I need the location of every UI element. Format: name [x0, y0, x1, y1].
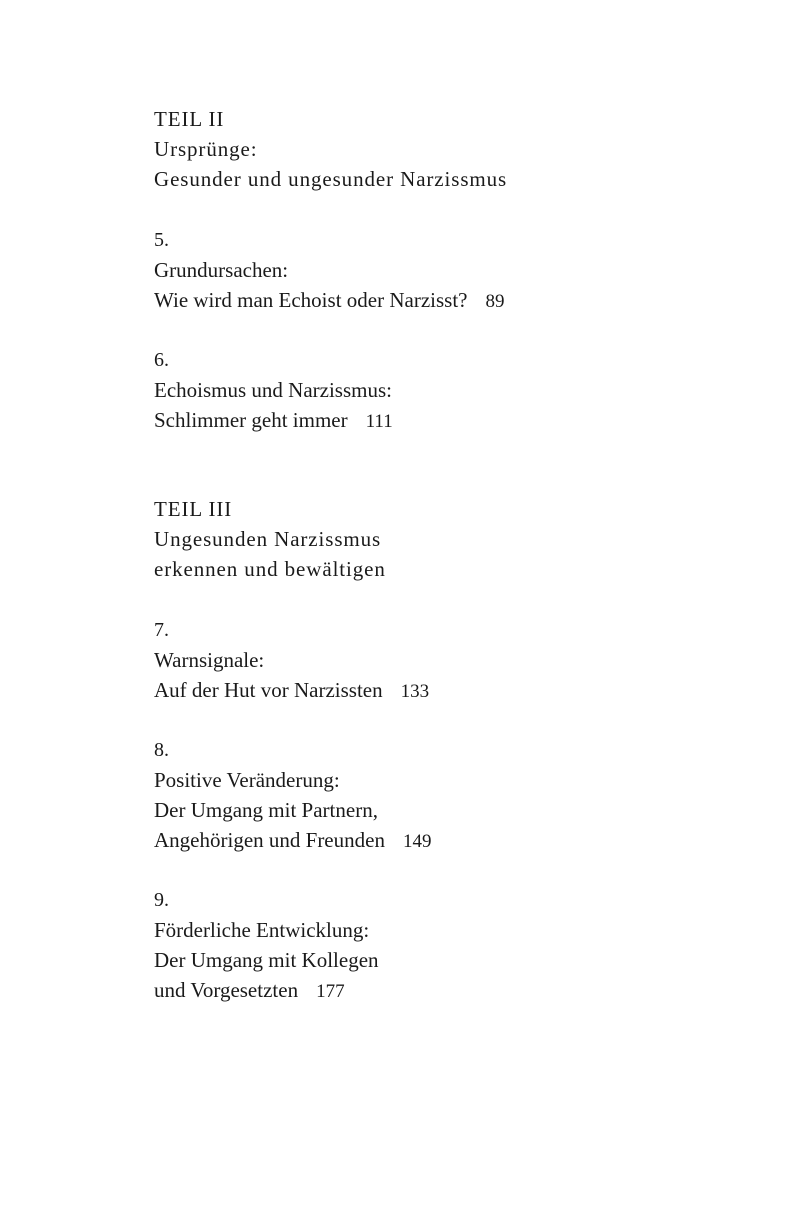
- chapter-9-title-line-3: und Vorgesetzten: [154, 978, 299, 1002]
- chapter-5-title-line-2: Wie wird man Echoist oder Narzisst?: [154, 288, 468, 312]
- part-3-title-line-2: erkennen und bewältigen: [154, 557, 386, 581]
- toc-entry-chapter-6[interactable]: [154, 345, 393, 437]
- chapter-9-title-line-2: Der Umgang mit Kollegen: [154, 948, 379, 972]
- chapter-5-title-line-1: Grundursachen:: [154, 258, 289, 282]
- part-2-title-line-1: Ursprünge:: [154, 137, 258, 161]
- toc-entry-chapter-8[interactable]: [154, 735, 431, 857]
- part-2-title-line-2: Gesunder und ungesunder Narzissmus: [154, 167, 508, 191]
- toc-entry-chapter-9[interactable]: [154, 885, 379, 1007]
- toc-entry-chapter-5[interactable]: [154, 225, 504, 317]
- toc-entry-chapter-7[interactable]: [154, 615, 429, 707]
- part-3-heading: [154, 494, 386, 584]
- chapter-8-title-line-3: Angehörigen und Freunden: [154, 828, 385, 852]
- chapter-6-number: 6.: [154, 349, 169, 371]
- chapter-7-number: 7.: [154, 619, 169, 641]
- chapter-9-page-number: 177: [316, 981, 345, 1002]
- part-2-heading: [154, 104, 507, 194]
- chapter-8-page-number: 149: [402, 831, 432, 852]
- chapter-6-title-line-1: Echoismus und Narzissmus:: [154, 378, 392, 402]
- part-3-title-line-1: Ungesunden Narzissmus: [154, 527, 382, 551]
- chapter-6-title-line-2: Schlimmer geht immer: [154, 408, 348, 432]
- chapter-8-title-line-2: Der Umgang mit Partnern,: [154, 798, 378, 822]
- part-2-label: TEIL II: [154, 107, 225, 131]
- chapter-8-number: 8.: [154, 739, 169, 761]
- chapter-5-number: 5.: [154, 229, 169, 251]
- chapter-9-number: 9.: [154, 889, 169, 911]
- chapter-8-title-line-1: Positive Veränderung:: [154, 768, 340, 792]
- chapter-7-page-number: 133: [400, 681, 430, 702]
- chapter-6-page-number: 111: [365, 411, 393, 432]
- chapter-7-title-line-2: Auf der Hut vor Narzissten: [154, 678, 383, 702]
- chapter-9-title-line-1: Förderliche Entwicklung:: [154, 918, 370, 942]
- part-3-label: TEIL III: [154, 497, 233, 521]
- chapter-7-title-line-1: Warnsignale:: [154, 648, 265, 672]
- chapter-5-page-number: 89: [485, 291, 505, 312]
